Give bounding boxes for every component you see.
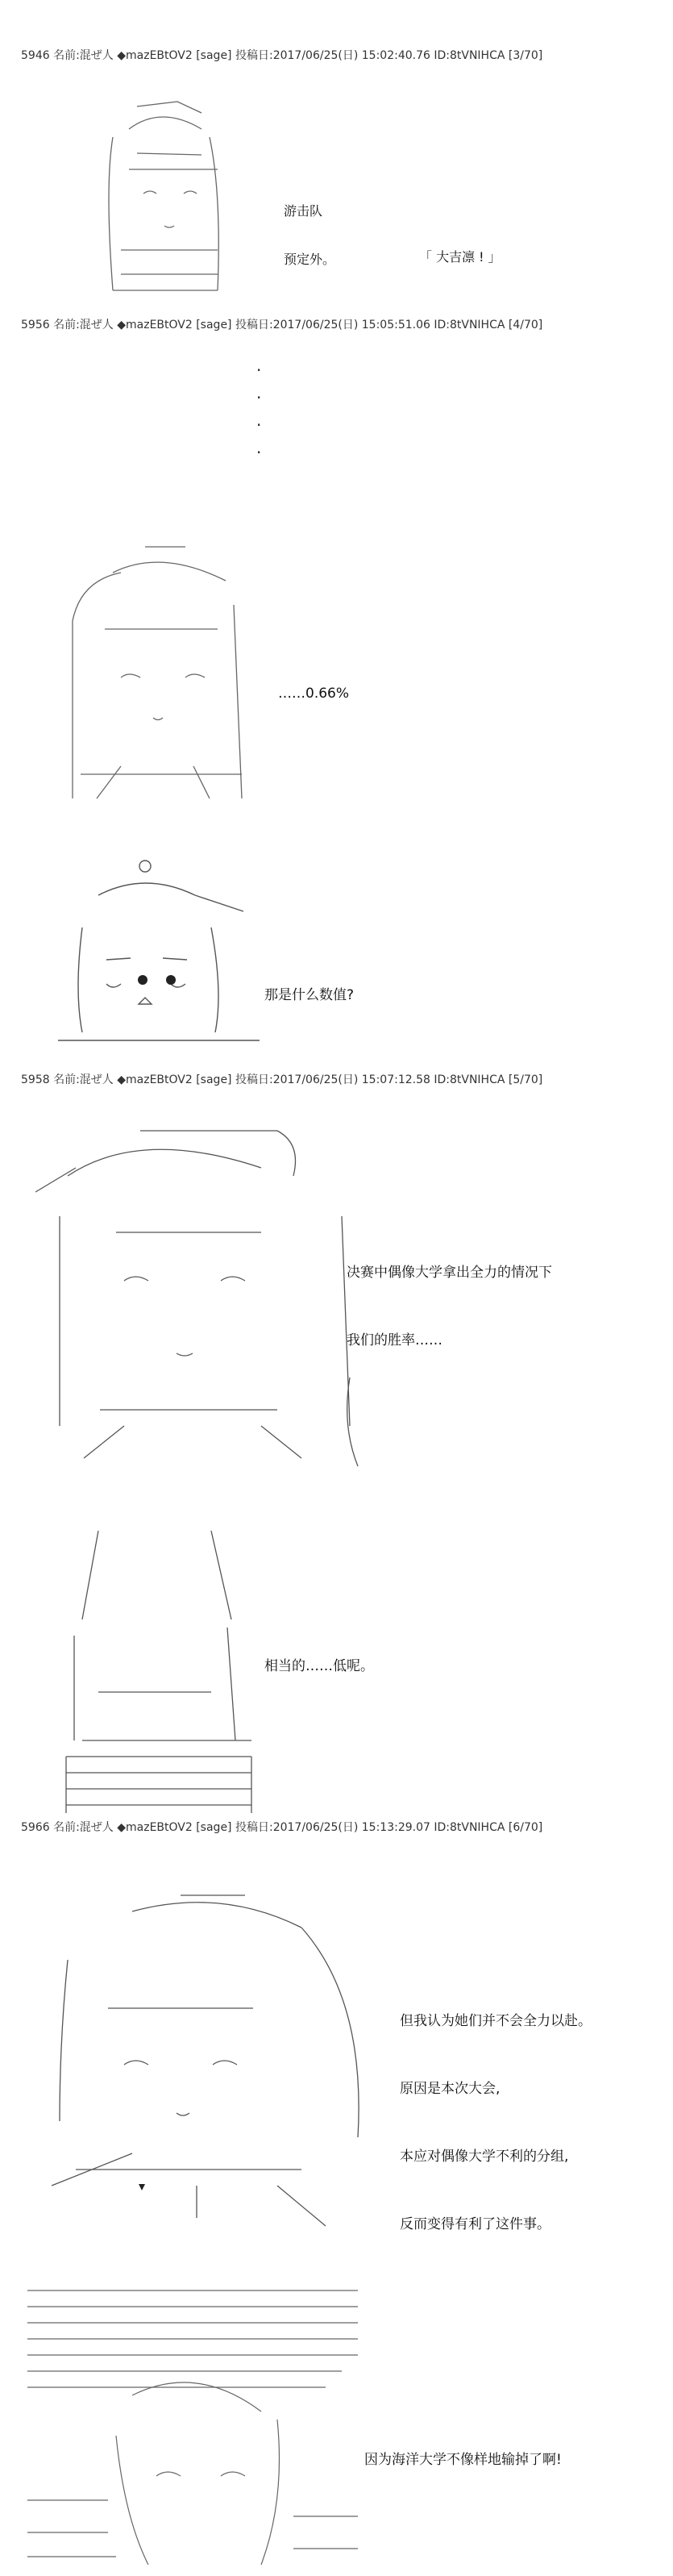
aa-art-twintail [19, 1119, 374, 1478]
aa-art-crowd [19, 2274, 366, 2576]
speech-dots: · · · · [256, 361, 262, 462]
aa-art-girl-2 [48, 532, 258, 810]
speech-what-number: 那是什么数值? [264, 987, 355, 1003]
speech-reason [400, 1965, 592, 2258]
post-header: 5956 名前:混ぜ人 ◆mazEBtOV2 [sage] 投稿日:2017/06/25(日) 15:05:51.06 ID:8tVNIHCA [4/70] [21, 319, 543, 331]
post-header: 5946 名前:混ぜ人 ◆mazEBtOV2 [sage] 投稿日:2017/06/25(日) 15:02:40.76 ID:8tVNIHCA [3/70] [21, 49, 543, 62]
aa-art-chibi [50, 855, 268, 1052]
post-header: 5966 名前:混ぜ人 ◆mazEBtOV2 [sage] 投稿日:2017/06/25(日) 15:13:29.07 ID:8tVNIHCA [6/70] [21, 1821, 543, 1834]
speech-line: 本应对偶像大学不利的分组, [400, 2149, 569, 2165]
speech-line: 游击队 [284, 203, 323, 219]
aa-art-back-view [50, 1523, 268, 1824]
aa-art-girl-1 [81, 89, 242, 310]
speech-line: 预定外。 [284, 252, 336, 267]
speech-line: 反而变得有利了这件事。 [400, 2216, 550, 2232]
post-header: 5958 名前:混ぜ人 ◆mazEBtOV2 [sage] 投稿日:2017/06/25(日) 15:07:12.58 ID:8tVNIHCA [5/70] [21, 1073, 543, 1086]
speech-ocean-lost: 因为海洋大学不像样地输掉了啊! [364, 2452, 562, 2468]
speech-line: 原因是本次大会, [400, 2081, 501, 2097]
speech-low: 相当的……低呢。 [264, 1658, 374, 1674]
speech-line: 决赛中偶像大学拿出全力的情况下 [347, 1265, 552, 1281]
speech-percent: ……0.66% [278, 686, 350, 702]
speech-daikichi: 「 大吉凛 ! 」 [419, 249, 501, 265]
speech-guerrilla [284, 171, 335, 284]
speech-line: 但我认为她们并不会全力以赴。 [400, 2013, 592, 2029]
speech-line: 我们的胜率…… [347, 1332, 442, 1348]
aa-art-ponytail [35, 1879, 390, 2237]
speech-final-odds [347, 1216, 552, 1374]
